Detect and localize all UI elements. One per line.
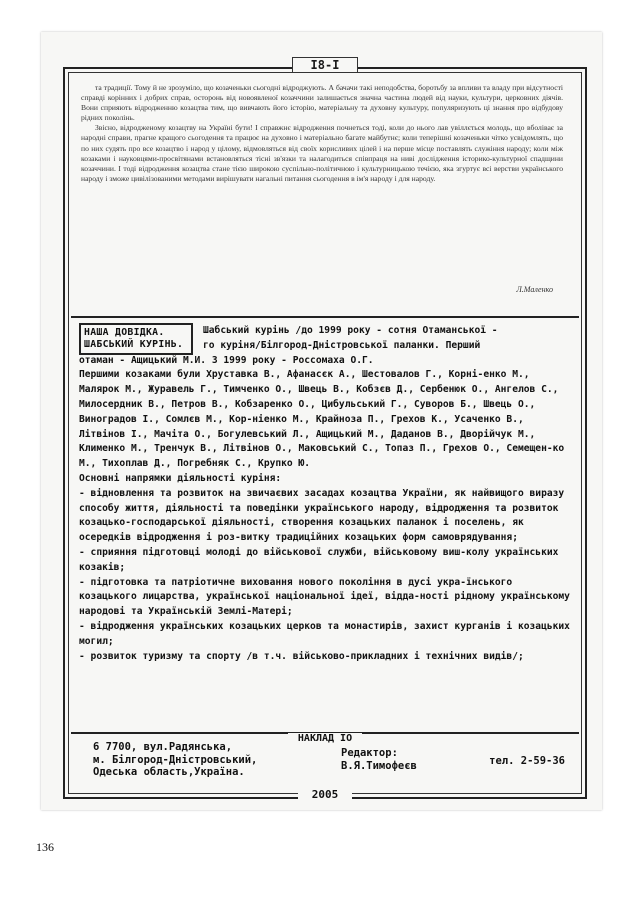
badge-line: ШАБСЬКИЙ КУРІНЬ. [84,339,184,350]
page-top-number: I8-I [292,57,359,73]
main-paragraph: - сприяння підготовці молоді до військової служби, військовому виш-колу українських козаків; [79,546,559,573]
main-first-line: го куріня/Білгород-Дністровської паланки. Перший [203,339,481,351]
address-line: 6 7700, вул.Радянська, [93,741,233,753]
main-first-line: Шабський курінь /до 1999 року - сотня Отаманської - [203,325,498,336]
page-top-number-wrap [65,56,585,74]
main-paragraph: Основні напрямки діяльності куріня: [79,472,282,484]
editor-name: В.Я.Тимофеєв [341,759,417,772]
main-text [79,324,573,729]
intro-signature: Л.Маленко [516,285,553,294]
editor-block [341,747,417,772]
intro-paragraph: та традиції. Тому й не зрозуміло, що козаченьки сьогодні відроджують. А бачачи такі неподобства, боротьбу за впливи та владу при відсутності справді корінних і добрих справ, осторонь від новоявленої козаччини залишається значна частина людей від науки, культури, церковних діячів. Вони сприяють відродженню козацтва тим, що вивчають його історію, матеріальну та духовну культуру, популяризують ці знання про відбудову рідних поколінь. [81,83,563,123]
phone-number: тел. 2-59-36 [489,755,565,767]
main-paragraph: Першими козаками були Хруставка В., Афанасєк А., Шестовалов Г., Корні-енко М., Малярок М., Журавель Г., Тимченко О., Швець В., Кобзєв Д., Сербенюк О., Ангелов С., Милосердник В., Петров В., Кобзаренко О., Цибульський Г., Суворов Б., Швець О., Виноградов І., Сомлєв М., Кор-ніенко М., Крайноза П., Грехов К., Усаченко В., Літвінов І., Мачіта О., Богулевський Л., Ащицький М., Даданов В., Дворійчук М., Клименко М., Тренчук В., Літвінов О., Маковський С., Топаз П., Грехов О., Семещен-ко М., Тихоплав Д., Погребняк С., Крупко Ю. [79,369,565,470]
editor-label: Редактор: [341,747,398,759]
page-number: 136 [36,840,54,854]
intro-paragraph: Звісно, відродженому козацтву на Україні бути! І справжнє відродження почнеться тоді, коли до нього лав увіллється молодь, що вболіває за народні справи, прагне кращого сьогодення та працює на духовно і матеріально багате майбутнє; коли теперішні козаченьки чітко усвідомлять, що по них судять про все козацтво і народ у цілому, відмовляться від своїх корисливих цілей і на перше місце поставлять служіння народу; коли між козаками і науковцями-просвітянами встановляться тісні зв'язки та налагодиться співпраця на ниві дослідження історико-культурної спадщини козаччини. І тоді відродження козацтва стане тією широкою суспільно-політичною і культурницькою течією, яка згуртує всі верстви українського народу і зможе цивілізованими методами вирішувати нагальні питання сьогодення в ім'я народу і для народу. [81,123,563,183]
main-paragraph: отаман - Ащицький М.И. З 1999 року - Россомаха О.Г. [79,354,374,366]
intro-text [81,83,563,311]
publisher-address [93,741,257,779]
main-paragraph: - підготовка та патріотичне виховання нового покоління в дусі укра-їнського козацького лицарства, української національної ідеї, відда-ності рідному українському народові та Українській Землі-Матері; [79,576,570,618]
print-run: НАКЛАД IO [288,733,362,744]
publication-year: 2005 [298,788,353,801]
scanned-page [41,32,602,810]
main-paragraph: - відновлення та розвиток на звичаєвих засадах козацтва України, як найвищого виразу способу життя, діяльності та поведінки українського народу, відродження та розвиток козацько-господарської діяльності, створення козацьких паланок і поселень, як осередків відродження і роз-витку традиційних козацьких форм самоврядування; [79,487,565,544]
address-line: м. Білгород-Дністровський, [93,753,258,766]
year-wrap [65,783,585,802]
badge-line: НАША ДОВІДКА. [84,327,165,338]
page-frame [63,58,587,801]
main-paragraph: - відродження українських козацьких церков та монастирів, захист курганів і козацьких могил; [79,620,570,647]
main-paragraph: - розвиток туризму та спорту /в т.ч. військово-прикладних і технічних видів/; [79,650,524,662]
section-divider [71,316,579,318]
address-line: Одеська область,Україна. [93,766,245,779]
